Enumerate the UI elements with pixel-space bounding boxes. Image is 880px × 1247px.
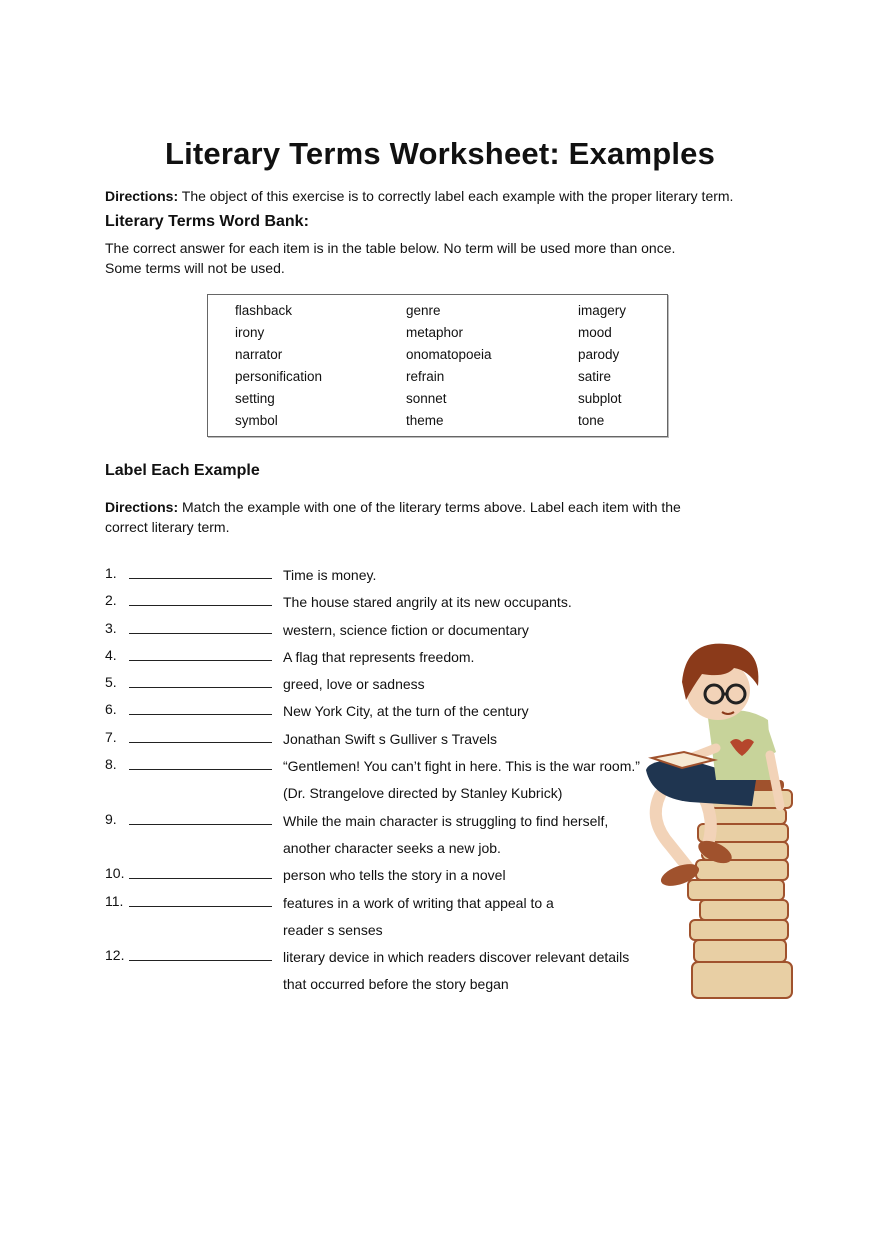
example-item-line	[105, 672, 665, 699]
example-item	[105, 563, 665, 590]
example-item-line	[105, 972, 665, 999]
example-item	[105, 590, 665, 617]
directions-2-text: Match the example with one of the literary terms above. Label each item with the correct literary term.	[105, 499, 681, 535]
example-items-list	[105, 563, 665, 1000]
example-text: literary device in which readers discover relevant details	[283, 949, 630, 966]
word-bank-note-line-1: The correct answer for each item is in the table below. No term will be used more than once.	[105, 240, 676, 256]
example-item-line	[105, 645, 665, 672]
word-bank-term: irony	[235, 325, 265, 340]
answer-blank-line[interactable]	[129, 878, 272, 879]
example-text: Time is money.	[283, 567, 377, 583]
word-bank-term: setting	[235, 391, 275, 406]
word-bank-term: imagery	[578, 303, 627, 318]
example-text: Jonathan Swift s Gulliver s Travels	[283, 730, 497, 747]
example-item	[105, 945, 665, 1000]
answer-blank-line[interactable]	[129, 960, 272, 961]
word-bank-term: genre	[406, 303, 441, 318]
word-bank-term: sonnet	[406, 391, 447, 406]
example-item	[105, 645, 665, 672]
example-item-line	[105, 618, 665, 645]
answer-blank-line[interactable]	[129, 769, 272, 770]
word-bank-term: personification	[235, 369, 323, 384]
directions-1-label: Directions:	[105, 188, 179, 204]
word-bank-term: narrator	[235, 347, 283, 362]
item-number: 8.	[105, 756, 117, 773]
word-bank-note	[105, 238, 705, 278]
example-item-line	[105, 891, 665, 918]
example-item	[105, 672, 665, 699]
answer-blank-line[interactable]	[129, 714, 272, 715]
word-bank-term: tone	[578, 413, 605, 428]
example-item-line	[105, 590, 665, 617]
directions-1-text: The object of this exercise is to correctly label each example with the proper literary term.	[178, 188, 734, 204]
example-item-line	[105, 781, 665, 808]
word-bank-term: refrain	[406, 369, 445, 384]
word-bank-term: flashback	[235, 303, 293, 318]
example-item-line	[105, 918, 665, 945]
word-bank-term: subplot	[578, 391, 622, 406]
example-text: (Dr. Strangelove directed by Stanley Kubrick)	[283, 785, 563, 802]
example-text: greed, love or sadness	[283, 676, 425, 693]
answer-blank-line[interactable]	[129, 906, 272, 907]
boy-reading-on-books-illustration	[630, 630, 820, 1030]
item-number: 5.	[105, 674, 117, 691]
example-text: features in a work of writing that appeal to a	[283, 894, 554, 911]
item-number: 3.	[105, 619, 117, 636]
answer-blank-line[interactable]	[129, 824, 272, 825]
example-item-line	[105, 836, 665, 863]
word-bank-term: onomatopoeia	[406, 347, 492, 362]
word-bank-grid	[235, 303, 678, 435]
example-item-line	[105, 727, 665, 754]
example-item-line	[105, 563, 665, 590]
example-item	[105, 754, 665, 809]
word-bank-heading: Literary Terms Word Bank:	[105, 213, 309, 230]
item-number: 7.	[105, 728, 117, 745]
example-item	[105, 863, 665, 890]
example-text: reader s senses	[283, 921, 383, 938]
word-bank-table	[207, 294, 668, 437]
example-text: person who tells the story in a novel	[283, 867, 506, 884]
example-item-line	[105, 699, 665, 726]
section-heading: Label Each Example	[105, 462, 260, 479]
example-text: The house stared angrily at its new occupants.	[283, 594, 572, 611]
item-number: 6.	[105, 701, 117, 718]
example-text: western, science fiction or documentary	[283, 621, 529, 638]
example-item-line	[105, 754, 665, 781]
example-text: that occurred before the story began	[283, 976, 509, 993]
word-bank-term: theme	[406, 413, 444, 428]
answer-blank-line[interactable]	[129, 687, 272, 688]
example-item	[105, 618, 665, 645]
example-text: “Gentlemen! You can’t fight in here. This is the war room.”	[283, 758, 640, 775]
word-bank-note-line-2: Some terms will not be used.	[105, 260, 285, 276]
answer-blank-line[interactable]	[129, 605, 272, 606]
item-number: 10.	[105, 865, 125, 882]
example-text: New York City, at the turn of the century	[283, 703, 529, 720]
example-item-line	[105, 863, 665, 890]
example-item-line	[105, 945, 665, 972]
answer-blank-line[interactable]	[129, 578, 272, 579]
directions-2	[105, 497, 695, 537]
word-bank-term: satire	[578, 369, 612, 384]
word-bank-term: parody	[578, 347, 620, 362]
page-title: Literary Terms Worksheet: Examples	[164, 136, 716, 171]
item-number: 11.	[105, 892, 124, 909]
word-bank-term: symbol	[235, 413, 278, 428]
item-number: 1.	[105, 565, 117, 581]
word-bank-term: metaphor	[406, 325, 464, 340]
item-number: 9.	[105, 810, 117, 827]
directions-2-label: Directions:	[105, 499, 179, 515]
example-item	[105, 809, 665, 864]
answer-blank-line[interactable]	[129, 633, 272, 634]
example-text: While the main character is struggling to find herself,	[283, 812, 609, 829]
answer-blank-line[interactable]	[129, 742, 272, 743]
answer-blank-line[interactable]	[129, 660, 272, 661]
example-item	[105, 891, 665, 946]
item-number: 2.	[105, 592, 117, 609]
example-item-line	[105, 809, 665, 836]
word-bank-term: mood	[578, 325, 612, 340]
example-item	[105, 727, 665, 754]
example-text: another character seeks a new job.	[283, 839, 501, 856]
example-text: A flag that represents freedom.	[283, 648, 475, 665]
item-number: 4.	[105, 646, 117, 663]
directions-1	[105, 188, 733, 204]
item-number: 12.	[105, 947, 125, 964]
example-item	[105, 699, 665, 726]
